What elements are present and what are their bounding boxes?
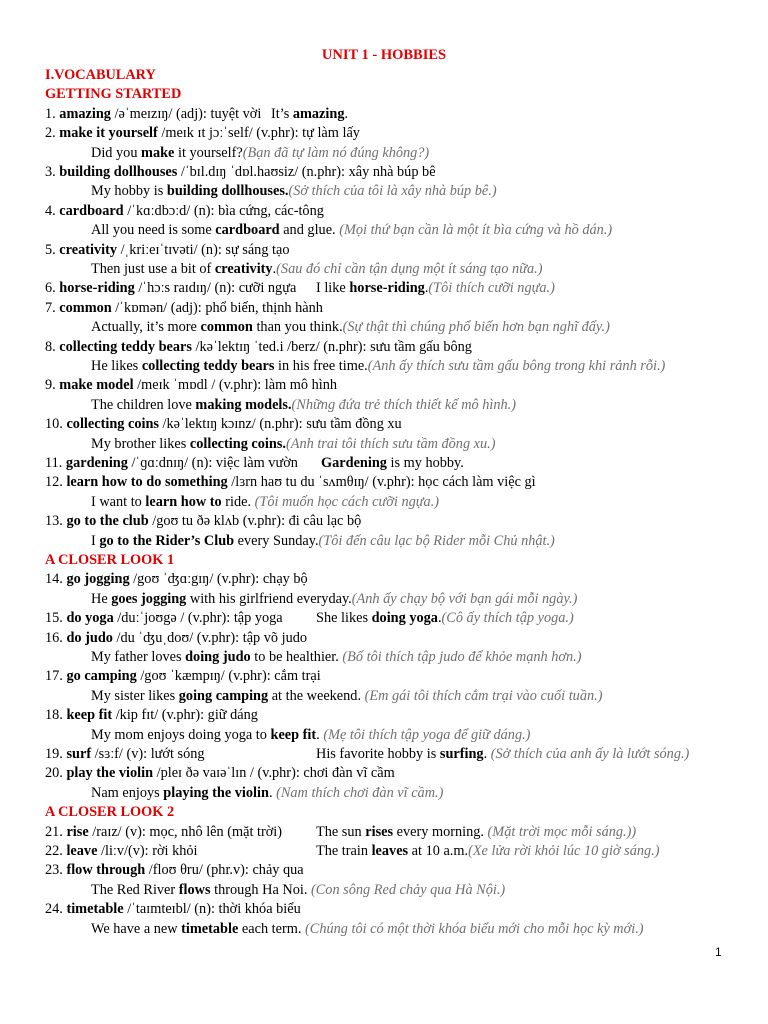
bold-term: go to the Rider’s Club [99, 532, 235, 549]
example-sentence [271, 105, 348, 123]
bold-term: make [141, 144, 175, 161]
text-segment: My father loves [91, 649, 186, 665]
vocab-word: cardboard [59, 202, 124, 219]
vocab-definition: /ˌkriːeɪˈtɪvəti/ (n): sự sáng tạo [117, 241, 290, 258]
vocab-definition: /meɪk ˈmɒdl / (v.phr): làm mô hình [133, 377, 338, 394]
vocab-entry [45, 512, 361, 530]
vocab-definition: /kip fɪt/ (v.phr): giữ dáng [112, 707, 258, 724]
vocab-word: leave [66, 843, 98, 859]
text-segment: . [437, 610, 442, 627]
bold-term: making models. [195, 396, 292, 413]
translation-text: (Xe lửa rời khỏi lúc 10 giờ sáng.) [468, 843, 660, 859]
bold-term: going camping [178, 687, 269, 704]
section-heading: I.VOCABULARY [45, 67, 156, 83]
vocab-definition: /duːˈjoʊgə / (v.phr): tập yoga [113, 610, 283, 627]
vocab-entry [45, 124, 360, 142]
vocab-word: horse-riding [59, 280, 135, 297]
translation-text: (Tôi muốn học cách cưỡi ngựa.) [254, 493, 440, 510]
text-segment: The train [316, 843, 372, 859]
translation-text: (Chúng tôi có một thời khóa biểu mới cho mỗi học kỳ mới.) [305, 920, 644, 937]
vocab-word: play the violin [66, 765, 154, 782]
vocab-word: timetable [66, 901, 124, 918]
example-sentence [91, 687, 602, 705]
example-sentence [91, 920, 644, 938]
vocab-definition: /ˈkɑːdbɔːd/ (n): bìa cứng, các-tông [123, 202, 324, 219]
bold-term: goes jogging [111, 590, 187, 607]
example-sentence [316, 279, 555, 297]
text-segment: My mom enjoys doing yoga to [91, 726, 271, 743]
text-segment: through Ha Noi. [210, 881, 311, 898]
entry-number: 22. [45, 843, 67, 859]
text-segment: The children love [91, 396, 196, 413]
text-segment: Nam enjoys [91, 784, 164, 801]
text-segment: I like [316, 280, 350, 297]
bold-term: leaves [371, 843, 409, 859]
text-segment: We have a new [91, 920, 182, 937]
bold-term: learn how to [145, 493, 222, 510]
entry-number: 5. [45, 241, 60, 258]
translation-text: (Sở thích của anh ấy là lướt sóng.) [490, 746, 690, 762]
vocab-word: common [59, 299, 112, 316]
vocab-definition: /meɪk ɪt jɔːˈself/ (v.phr): tự làm lấy [157, 125, 360, 142]
vocab-entry [45, 629, 307, 647]
entry-number: 1. [45, 105, 60, 122]
entry-number: 24. [45, 901, 67, 918]
text-segment: He [91, 590, 112, 607]
bold-term: creativity [214, 261, 273, 277]
vocab-word: go to the club [66, 513, 149, 530]
vocab-entry [45, 163, 436, 181]
vocab-definition: /əˈmeɪzɪŋ/ (adj): tuyệt vời [110, 105, 262, 122]
text-segment: My sister likes [91, 687, 179, 704]
example-sentence [91, 784, 443, 802]
example-sentence [91, 726, 530, 744]
entry-number: 20. [45, 765, 67, 782]
text-segment: every Sunday. [234, 532, 319, 549]
example-sentence [316, 823, 636, 841]
vocab-word: learn how to do something [66, 474, 228, 491]
text-segment: All you need is some [91, 222, 216, 239]
bold-term: playing the violin [163, 784, 269, 801]
bold-term: keep fit [270, 726, 317, 743]
text-segment: every morning. [393, 823, 488, 840]
entry-number: 17. [45, 668, 67, 685]
vocab-entry [45, 202, 324, 220]
translation-text: (Sở thích của tôi là xây nhà búp bê.) [288, 183, 497, 200]
bold-term: rises [365, 823, 394, 840]
vocab-entry [45, 279, 555, 297]
vocab-word: make model [59, 377, 134, 394]
vocab-definition: /goʊ tu ðə klʌb (v.phr): đi câu lạc bộ [148, 513, 362, 530]
vocab-entry [45, 900, 301, 918]
example-sentence [91, 532, 555, 550]
example-sentence [91, 144, 429, 162]
vocab-definition: /liːv/(v): rời khỏi [97, 843, 198, 859]
vocab-word: gardening [65, 455, 128, 471]
vocab-definition: /ˈbɪl.dɪŋ ˈdɒl.haʊsiz/ (n.phr): xây nhà búp bê [177, 164, 436, 180]
translation-text: (Sự thật thì chúng phổ biến hơn bạn nghĩ đấy.) [342, 319, 610, 336]
vocab-definition: /sɜːf/ (v): lướt sóng [91, 746, 205, 762]
vocab-entry [45, 454, 464, 472]
vocab-definition: /pleɪ ðə vaɪəˈlɪn / (v.phr): chơi đàn vĩ cầm [153, 765, 395, 782]
example-sentence [316, 842, 659, 860]
translation-text: (Bố tôi thích tập judo để khỏe mạnh hơn.) [342, 649, 582, 665]
vocab-entry [45, 823, 637, 841]
vocab-entry [45, 667, 321, 685]
example-sentence [321, 454, 464, 472]
entry-number: 12. [45, 474, 67, 491]
vocab-entry [45, 842, 660, 860]
text-segment: I [91, 532, 100, 549]
vocab-entry [45, 861, 304, 879]
translation-text: (Con sông Red chảy qua Hà Nội.) [311, 881, 506, 898]
vocab-definition: /kəˈlektɪŋ ˈted.i /berz/ (n.phr): sưu tầm gấu bông [191, 338, 472, 355]
bold-term: building dollhouses. [166, 183, 289, 200]
section-heading: A CLOSER LOOK 1 [45, 552, 175, 568]
text-segment: She likes [316, 610, 372, 627]
text-segment: and glue. [279, 222, 340, 239]
bold-term: collecting coins. [189, 435, 286, 452]
translation-text: (Mẹ tôi thích tập yoga để giữ dáng.) [323, 726, 531, 743]
vocab-entry [45, 745, 690, 763]
entry-number: 2. [45, 125, 60, 142]
text-segment: at the weekend. [268, 687, 365, 704]
vocab-definition: /raɪz/ (v): mọc, nhô lên (mặt trời) [88, 823, 283, 840]
text-segment: Then just use a bit of [91, 261, 215, 277]
text-segment: . [344, 105, 349, 122]
vocab-word: building dollhouses [59, 164, 178, 180]
text-segment: . [272, 261, 277, 277]
text-segment: . [316, 726, 324, 743]
translation-text: (Tôi đến câu lạc bộ Rider mỗi Chủ nhật.) [318, 532, 555, 549]
text-segment: ride. [221, 493, 255, 510]
entry-number: 14. [45, 571, 67, 588]
text-segment: It’s [271, 105, 293, 122]
bold-term: doing yoga [371, 610, 438, 627]
vocab-definition: /ˈtaɪmteɪbl/ (n): thời khóa biểu [123, 901, 301, 918]
text-segment: than you think. [252, 319, 343, 336]
example-sentence [91, 493, 439, 511]
example-sentence [91, 396, 516, 414]
vocab-entry [45, 473, 536, 491]
translation-text: (Sau đó chỉ cần tận dụng một ít sáng tạo nữa.) [276, 261, 543, 277]
text-segment: is my hobby. [386, 455, 464, 471]
vocab-definition: /ˈhɔːs raɪdɪŋ/ (n): cưỡi ngựa [134, 280, 297, 297]
translation-text: (Cô ấy thích tập yoga.) [441, 610, 574, 627]
entry-number: 18. [45, 707, 67, 724]
vocab-word: go camping [66, 668, 137, 685]
text-segment: My hobby is [91, 183, 167, 200]
vocab-entry [45, 609, 574, 627]
vocab-definition: /ˈkɒmən/ (adj): phổ biến, thịnh hành [111, 299, 323, 316]
translation-text: (Anh trai tôi thích sưu tầm đồng xu.) [285, 435, 496, 452]
translation-text: (Mặt trời mọc mỗi sáng.)) [487, 823, 637, 840]
vocab-definition: /lɜrn haʊ tu du ˈsʌmθɪŋ/ (v.phr): học cách làm việc gì [227, 474, 536, 491]
example-sentence [91, 590, 577, 608]
vocab-entry [45, 570, 308, 588]
entry-number: 16. [45, 629, 67, 646]
vocab-word: make it yourself [59, 125, 158, 142]
translation-text: (Bạn đã tự làm nó đúng không?) [242, 144, 430, 161]
entry-number: 3. [45, 164, 60, 180]
entry-number: 13. [45, 513, 67, 530]
example-sentence [316, 609, 574, 627]
translation-text: (Anh ấy thích sưu tầm gấu bông trong khi rảnh rỗi.) [367, 358, 666, 374]
example-sentence [91, 648, 582, 666]
vocab-entry [45, 376, 337, 394]
section-heading: GETTING STARTED [45, 86, 182, 103]
vocab-entry [45, 299, 323, 317]
entry-number: 11. [45, 455, 66, 471]
vocab-word: creativity [59, 241, 117, 258]
entry-number: 21. [45, 823, 67, 840]
bold-term: Gardening [321, 455, 387, 471]
vocab-word: go jogging [66, 571, 130, 588]
example-sentence [91, 357, 665, 375]
vocab-word: collecting teddy bears [59, 338, 192, 355]
translation-text: (Nam thích chơi đàn vĩ cầm.) [276, 784, 444, 801]
entry-number: 8. [45, 338, 60, 355]
entry-number: 19. [45, 746, 67, 762]
vocab-definition: /kəˈlektɪŋ kɔɪnz/ (n.phr): sưu tầm đồng xu [158, 416, 402, 433]
example-sentence [91, 260, 543, 278]
bold-term: amazing [292, 105, 345, 122]
page-title: UNIT 1 - HOBBIES [321, 47, 447, 63]
entry-number: 23. [45, 862, 67, 879]
text-segment: The Red River [91, 881, 179, 898]
text-segment: . [483, 746, 491, 762]
translation-text: (Những đứa trẻ thích thiết kế mô hình.) [291, 396, 516, 413]
entry-number: 10. [45, 416, 67, 433]
bold-term: common [200, 319, 253, 336]
example-sentence [91, 881, 505, 899]
vocab-word: surf [66, 746, 92, 762]
entry-number: 6. [45, 280, 60, 297]
text-segment: . [268, 784, 277, 801]
text-segment: with his girlfriend everyday. [186, 590, 352, 607]
vocab-word: flow through [66, 862, 146, 879]
text-segment: Did you [91, 144, 142, 161]
text-segment: to be healthier. [250, 649, 343, 665]
vocab-definition: /ˈɡɑːdnɪŋ/ (n): việc làm vườn [127, 455, 298, 471]
vocab-entry [45, 338, 472, 356]
bold-term: cardboard [215, 222, 280, 239]
text-segment: . [424, 280, 429, 297]
text-segment: He likes [91, 358, 142, 374]
translation-text: (Em gái tôi thích cắm trại vào cuối tuần.) [364, 687, 603, 704]
vocab-word: amazing [59, 105, 111, 122]
entry-number: 7. [45, 299, 60, 316]
text-segment: My brother likes [91, 435, 190, 452]
vocab-word: do yoga [66, 610, 114, 627]
translation-text: (Tôi thích cưỡi ngựa.) [428, 280, 555, 297]
vocab-entry [45, 764, 395, 782]
vocab-word: rise [66, 823, 89, 840]
bold-term: flows [178, 881, 211, 898]
bold-term: horse-riding [349, 280, 425, 297]
vocab-entry [45, 415, 402, 433]
text-segment: it yourself? [174, 144, 243, 161]
vocab-definition: /du ˈʤuˌdoʊ/ (v.phr): tập võ judo [112, 629, 308, 646]
vocab-entry [45, 706, 258, 724]
vocab-entry [45, 105, 349, 123]
vocab-definition: /floʊ θru/ (phr.v): chảy qua [145, 862, 304, 879]
text-segment: in his free time. [274, 358, 368, 374]
text-segment: each term. [238, 920, 306, 937]
bold-term: doing judo [185, 649, 251, 665]
translation-text: (Mọi thứ bạn cần là một ít bìa cứng và hồ dán.) [339, 222, 613, 239]
section-heading: A CLOSER LOOK 2 [45, 804, 175, 821]
text-segment: His favorite hobby is [316, 746, 440, 762]
entry-number: 9. [45, 377, 60, 394]
vocab-word: do judo [66, 629, 113, 646]
translation-text: (Anh ấy chạy bộ với bạn gái mỗi ngày.) [351, 590, 578, 607]
text-segment: Actually, it’s more [91, 319, 201, 336]
vocab-word: collecting coins [66, 416, 159, 433]
text-segment: at 10 a.m. [408, 843, 469, 859]
vocab-definition: /goʊ ˈʤɑːgɪŋ/ (v.phr): chạy bộ [129, 571, 308, 588]
vocab-word: keep fit [66, 707, 113, 724]
vocab-entry [45, 241, 290, 259]
bold-term: timetable [181, 920, 239, 937]
example-sentence [91, 435, 496, 453]
entry-number: 4. [45, 202, 60, 219]
example-sentence [316, 745, 689, 763]
page-number: 1 [715, 945, 722, 959]
text-segment: The sun [316, 823, 366, 840]
example-sentence [91, 318, 610, 336]
bold-term: collecting teddy bears [141, 358, 275, 374]
example-sentence [91, 221, 612, 239]
entry-number: 15. [45, 610, 67, 627]
vocab-definition: /goʊ ˈkæmpɪŋ/ (v.phr): cắm trại [136, 668, 321, 685]
bold-term: surfing [439, 746, 484, 762]
text-segment: I want to [91, 493, 146, 510]
example-sentence [91, 182, 497, 200]
